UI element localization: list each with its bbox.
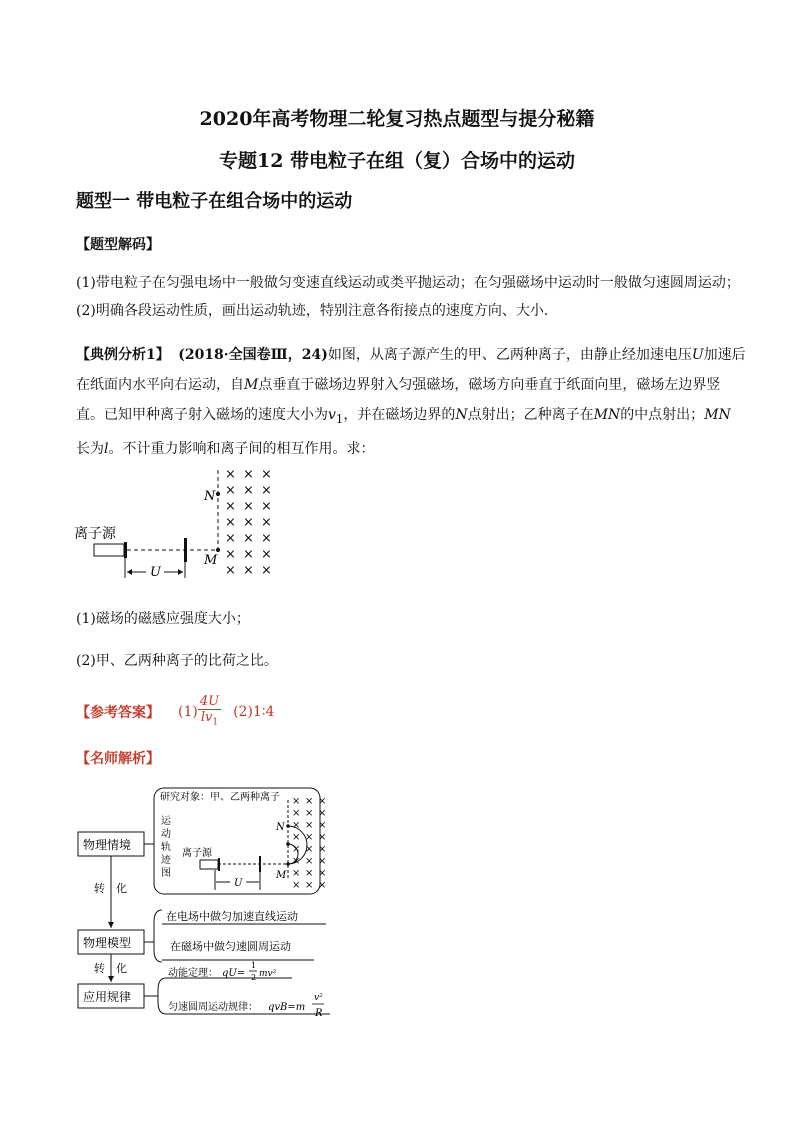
magnetic-field-crosses: [225, 467, 272, 578]
field-cross: ×: [318, 820, 327, 831]
field-cross: ×: [318, 868, 327, 879]
field-cross: ×: [243, 563, 254, 578]
answer-fraction: [198, 694, 221, 731]
vertical-label-char: 运: [161, 816, 171, 827]
field-cross: ×: [243, 467, 254, 482]
field-cross: ×: [292, 832, 301, 843]
example-paragraph: [76, 340, 746, 464]
answer-part2: (2)1∶4: [233, 704, 275, 721]
question-1: (1)磁场的磁感应强度大小；: [76, 611, 250, 627]
model-line-1: 在电场中做匀加速直线运动: [166, 910, 298, 923]
box-situation-label: 物理情境: [83, 838, 132, 852]
document-title: 2020年高考物理二轮复习热点题型与提分秘籍: [199, 108, 595, 130]
example-tag: 【典例分析1】: [76, 347, 170, 363]
denominator-text: lv: [200, 710, 213, 725]
field-cross: ×: [292, 844, 301, 855]
mini-u-label: U: [234, 878, 243, 889]
field-cross: ×: [225, 563, 236, 578]
field-cross: ×: [261, 515, 272, 530]
field-cross: ×: [318, 880, 327, 891]
mini-n-label: N: [276, 822, 285, 833]
box-model-label: 物理模型: [83, 936, 132, 950]
vertical-label-char: 轨: [161, 842, 171, 853]
label-u: U: [150, 565, 161, 580]
convert-label-1: 转 化: [94, 882, 127, 895]
source-label: 离子源: [74, 526, 116, 542]
arrowhead: [108, 922, 114, 928]
vertical-label-char: 迹: [161, 855, 171, 866]
field-cross: ×: [292, 880, 301, 891]
example-text: 点射出；乙种离子在: [467, 407, 594, 423]
field-cross: ×: [318, 832, 327, 843]
analysis-flowchart: [70, 782, 350, 1022]
box-rules-label: 应用规律: [83, 990, 132, 1004]
fraction-numerator: 4U: [199, 694, 220, 709]
example-text: 如图，从离子源产生的甲、乙两种离子，由静止经加速电压: [327, 347, 692, 363]
convert-label-2: 转 化: [94, 962, 127, 975]
decode-point-1: (1)带电粒子在匀强电场中一般做匀变速直线运动或类平抛运动；在匀强磁场中运动时一般做匀速圆周运动；: [76, 275, 740, 291]
field-cross: ×: [225, 499, 236, 514]
example-text: 。不计重力影响和离子间的相互作用。求：: [108, 440, 375, 457]
field-cross: ×: [243, 547, 254, 562]
mini-point-n: [286, 824, 290, 828]
arrowhead: [178, 569, 183, 575]
rule-2-num: v²: [314, 993, 323, 1003]
subscript: 1: [335, 411, 344, 426]
point-n: [216, 492, 220, 496]
denominator-sub: 1: [212, 717, 219, 728]
symbol-n: N: [455, 407, 468, 423]
bracket-model: [154, 910, 162, 962]
mini-plate: [218, 858, 220, 871]
mini-point-mid: [286, 842, 290, 846]
field-cross: ×: [261, 483, 272, 498]
field-cross: ×: [261, 563, 272, 578]
field-cross: ×: [305, 796, 314, 807]
topic-title: 专题12 带电粒子在组（复）合场中的运动: [218, 150, 576, 172]
field-cross: ×: [225, 547, 236, 562]
model-line-2: 在磁场中做匀速圆周运动: [170, 940, 291, 953]
field-cross: ×: [225, 515, 236, 530]
field-cross: ×: [318, 844, 327, 855]
analysis-tag: 【名师解析】: [76, 751, 160, 767]
field-cross: ×: [292, 856, 301, 867]
vertical-label-char: 图: [161, 868, 171, 879]
mini-m-label: M: [276, 870, 287, 881]
symbol-v: v: [328, 407, 336, 423]
question-2: (2)甲、乙两种离子的比荷之比。: [76, 653, 278, 669]
field-cross: ×: [225, 483, 236, 498]
field-cross: ×: [305, 868, 314, 879]
symbol-mn: MN: [593, 407, 621, 423]
symbol-l: l: [104, 440, 109, 457]
field-cross: ×: [305, 808, 314, 819]
answer-tag: 【参考答案】: [76, 705, 160, 722]
example-text: 在纸面内水平向右运动，自: [76, 377, 244, 393]
example-text: ，并在磁场边界的: [343, 407, 456, 423]
rule-2-prefix: 匀速圆周运动规律：: [168, 1002, 258, 1013]
rule-2-den: R: [315, 1008, 323, 1019]
answer-part1-prefix: (1): [178, 704, 198, 721]
label-n: N: [204, 489, 216, 504]
field-cross: ×: [261, 467, 272, 482]
mini-source-label: 离子源: [182, 848, 212, 859]
field-cross: ×: [261, 499, 272, 514]
field-cross: ×: [243, 531, 254, 546]
label-m: M: [204, 553, 218, 568]
field-cross: ×: [318, 808, 327, 819]
rule-1-prefix: 动能定理：: [168, 968, 218, 979]
example-text: 加速后: [703, 347, 746, 363]
mini-field-crosses: [292, 796, 326, 891]
field-cross: ×: [305, 820, 314, 831]
mini-source-box: [200, 860, 218, 869]
field-cross: ×: [292, 820, 301, 831]
symbol-u: U: [691, 347, 704, 363]
field-cross: ×: [318, 856, 327, 867]
rule-1-tail: mv²: [259, 969, 277, 979]
field-cross: ×: [305, 832, 314, 843]
field-cross: ×: [243, 515, 254, 530]
field-cross: ×: [225, 467, 236, 482]
symbol-mn: MN: [704, 407, 731, 423]
field-cross: ×: [261, 531, 272, 546]
mini-point-m: [286, 862, 290, 866]
plate-left: [124, 542, 127, 558]
rule-1-den: 2: [251, 973, 257, 982]
rule-2-lhs: qvB=m: [268, 1002, 306, 1013]
arrowhead: [108, 976, 114, 982]
example-text: 长为: [76, 440, 104, 457]
rule-1-num: 1: [251, 961, 257, 970]
field-cross: ×: [225, 531, 236, 546]
field-cross: ×: [292, 796, 301, 807]
ion-source-figure: [70, 462, 290, 582]
field-cross: ×: [305, 856, 314, 867]
example-text: 点垂直于磁场边界射入匀强磁场，磁场方向垂直于纸面向里，磁场左边界竖: [258, 377, 721, 393]
field-cross: ×: [318, 796, 327, 807]
vertical-label-char: 动: [161, 829, 171, 840]
decode-tag: 【题型解码】: [76, 237, 160, 253]
field-cross: ×: [243, 483, 254, 498]
field-cross: ×: [261, 547, 272, 562]
section-heading: 题型一 带电粒子在组合场中的运动: [76, 191, 353, 212]
example-text: 直。已知甲种离子射入磁场的速度大小为: [76, 407, 328, 423]
ion-source-box: [94, 544, 124, 556]
example-text: 的中点射出；: [620, 407, 705, 423]
field-cross: ×: [292, 868, 301, 879]
research-object: 研究对象：甲、乙两种离子: [160, 792, 280, 803]
field-cross: ×: [292, 808, 301, 819]
decode-point-2: (2)明确各段运动性质，画出运动轨迹，特别注意各衔接点的速度方向、大小．: [76, 303, 558, 319]
answer-line: [76, 694, 274, 731]
field-cross: ×: [305, 844, 314, 855]
field-cross: ×: [305, 880, 314, 891]
symbol-m: M: [244, 377, 259, 393]
mini-plate: [259, 856, 261, 872]
rule-1-lhs: qU=: [222, 968, 246, 979]
bracket-rules: [158, 978, 166, 1014]
example-source: (2018·全国卷Ⅲ，24): [178, 347, 328, 363]
field-cross: ×: [243, 499, 254, 514]
point-m: [216, 548, 220, 552]
fraction-denominator: [201, 710, 218, 731]
arrowhead: [127, 569, 132, 575]
